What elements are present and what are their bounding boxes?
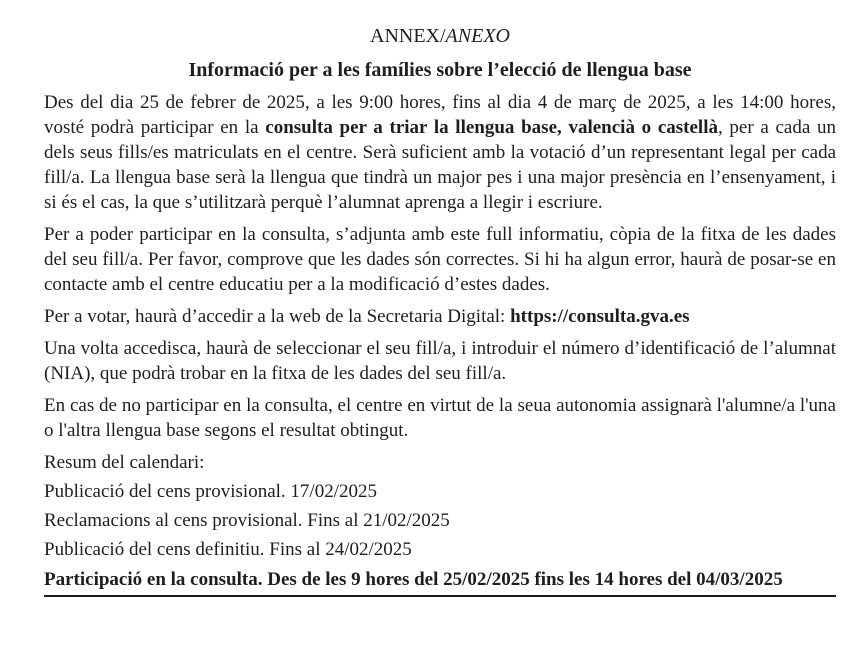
- calendar-item-final-census: Publicació del cens definitiu. Fins al 24/02/2025: [44, 539, 412, 560]
- vote-web-paragraph: [44, 304, 836, 329]
- voting-period-bold-phrase: consulta per a triar la llengua base, valencià o castellà: [265, 117, 718, 138]
- no-participation-paragraph: En cas de no participar en la consulta, el centre en virtut de la seua autonomia assignarà l'alumne/a l'una o l'altra llengua base segons el resultat obtingut.: [44, 395, 836, 441]
- voting-period-text-start: Des del dia 25 de febrer de 2025, a les 9:00 hores, fins al dia 4 de març de 2025, a les 14:00 hores, vosté podrà participar en la: [44, 92, 836, 138]
- vote-web-text: Per a votar, haurà d’accedir a la web de la Secretaria Digital:: [44, 306, 511, 327]
- annex-title-valencian: ANNEX/: [370, 25, 446, 47]
- calendar-item-claims: Reclamacions al cens provisional. Fins al 21/02/2025: [44, 510, 450, 531]
- calendar-heading: Resum del calendari:: [44, 452, 205, 473]
- annex-title: [44, 24, 836, 49]
- consulta-url-text: https://consulta.gva.es: [510, 306, 690, 327]
- voting-period-paragraph: [44, 90, 836, 215]
- nia-paragraph: Una volta accedisca, haurà de seleccionar el seu fill/a, i introduir el número d’identificació de l’alumnat (NIA), que podrà trobar en la fitxa de les dades del seu fill/a.: [44, 338, 836, 384]
- annex-title-spanish: ANEXO: [445, 25, 510, 47]
- participation-deadline-paragraph: Participació en la consulta. Des de les 9 hores del 25/02/2025 fins les 14 hores del 04/03/2025: [44, 569, 783, 590]
- bottom-divider: [44, 595, 836, 597]
- document-subtitle: Informació per a les famílies sobre l’elecció de llengua base: [188, 59, 692, 81]
- calendar-item-provisional-census: Publicació del cens provisional. 17/02/2025: [44, 481, 377, 502]
- data-check-paragraph: Per a poder participar en la consulta, s’adjunta amb este full informatiu, còpia de la fitxa de les dades del seu fill/a. Per favor, comprove que les dades són correctes. Si hi ha algun error, haurà de posar-se en contacte amb el centre educatiu per a la modificació d’estes dades.: [44, 224, 836, 295]
- voting-period-text-end: , per a cada un dels seus fills/es matriculats en el centre. Serà suficient amb la votació d’un representant legal per cada fill/a. La llengua base serà la llengua que tindrà un major pes i una major presència en l’ensenyament, i si és el cas, la que s’utilitzarà perquè l’alumnat aprenga a llegir i escriure.: [44, 117, 836, 213]
